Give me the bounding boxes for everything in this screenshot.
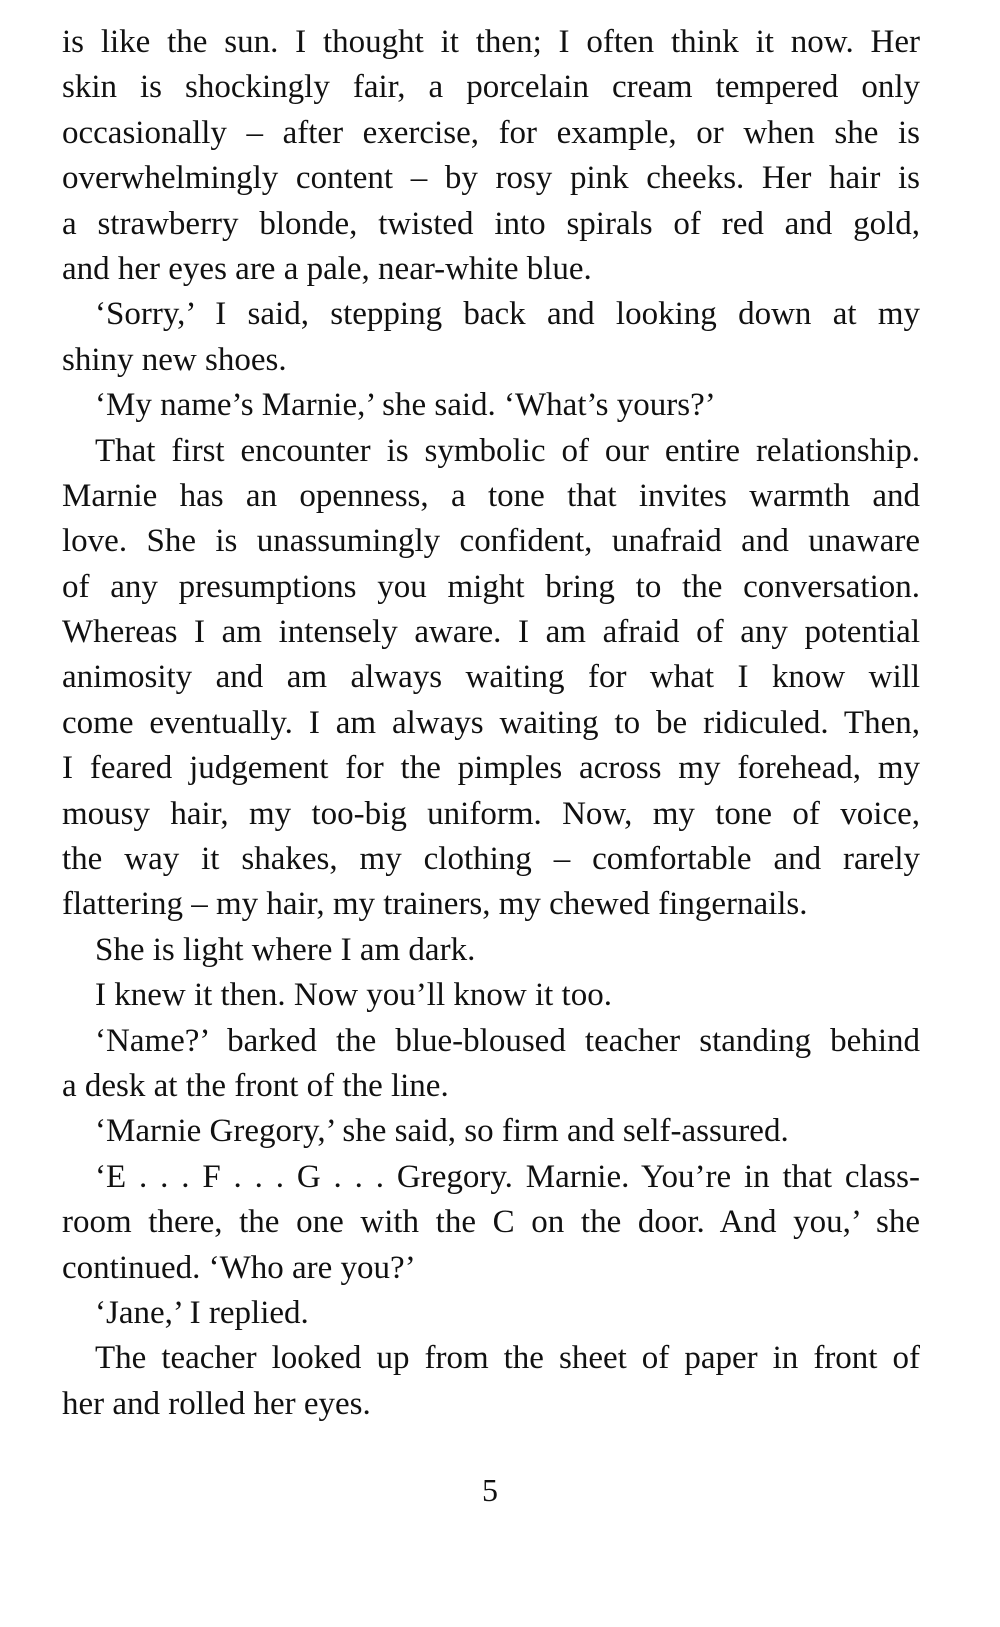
text-line: come eventually. I am always waiting to be ridiculed. Then, [62,704,920,741]
text-line: a desk at the front of the line. [62,1067,449,1104]
text-line: her and rolled her eyes. [62,1385,371,1422]
text-line: shiny new shoes. [62,341,287,378]
body-text [62,20,920,1427]
text-line: continued. ‘Who are you?’ [62,1249,416,1286]
text-line: overwhelmingly content – by rosy pink cheeks. Her hair is [62,160,920,197]
text-line: ‘Jane,’ I replied. [95,1294,309,1331]
text-line: room there, the one with the C on the door. And you,’ she [62,1204,920,1241]
text-line: flattering – my hair, my trainers, my chewed fingernails. [62,886,808,923]
page-number: 5 [482,1472,498,1508]
text-line: Marnie has an openness, a tone that invites warmth and [62,477,920,514]
text-line: ‘Sorry,’ I said, stepping back and looking down at my [95,296,920,333]
text-line: Whereas I am intensely aware. I am afraid of any potential [62,614,920,651]
text-line: is like the sun. I thought it then; I often think it now. Her [62,24,920,60]
text-line: That first encounter is symbolic of our entire relationship. [95,432,920,469]
text-line: The teacher looked up from the sheet of paper in front of [95,1340,920,1377]
text-line: I knew it then. Now you’ll know it too. [95,977,612,1014]
text-line: She is light where I am dark. [95,931,476,968]
text-line: ‘Name?’ barked the blue-bloused teacher standing behind [95,1022,920,1059]
text-line: animosity and am always waiting for what I know will [62,659,920,696]
text-line: a strawberry blonde, twisted into spirals of red and gold, [62,205,920,242]
text-line: mousy hair, my too-big uniform. Now, my tone of voice, [62,795,920,832]
text-line: skin is shockingly fair, a porcelain cream tempered only [62,69,920,106]
text-line: I feared judgement for the pimples across my forehead, my [62,750,920,787]
text-line: of any presumptions you might bring to the conversation. [62,568,920,605]
text-line: the way it shakes, my clothing – comfortable and rarely [62,841,920,878]
text-line: occasionally – after exercise, for example, or when she is [62,114,920,151]
text-line: ‘Marnie Gregory,’ she said, so firm and self-assured. [95,1113,789,1150]
text-line: ‘My name’s Marnie,’ she said. ‘What’s yours?’ [95,387,716,424]
text-line: ‘E . . . F . . . G . . . Gregory. Marnie. You’re in that class- [95,1158,920,1195]
text-line: and her eyes are a pale, near-white blue. [62,250,592,287]
text-line: love. She is unassumingly confident, unafraid and unaware [62,523,920,560]
